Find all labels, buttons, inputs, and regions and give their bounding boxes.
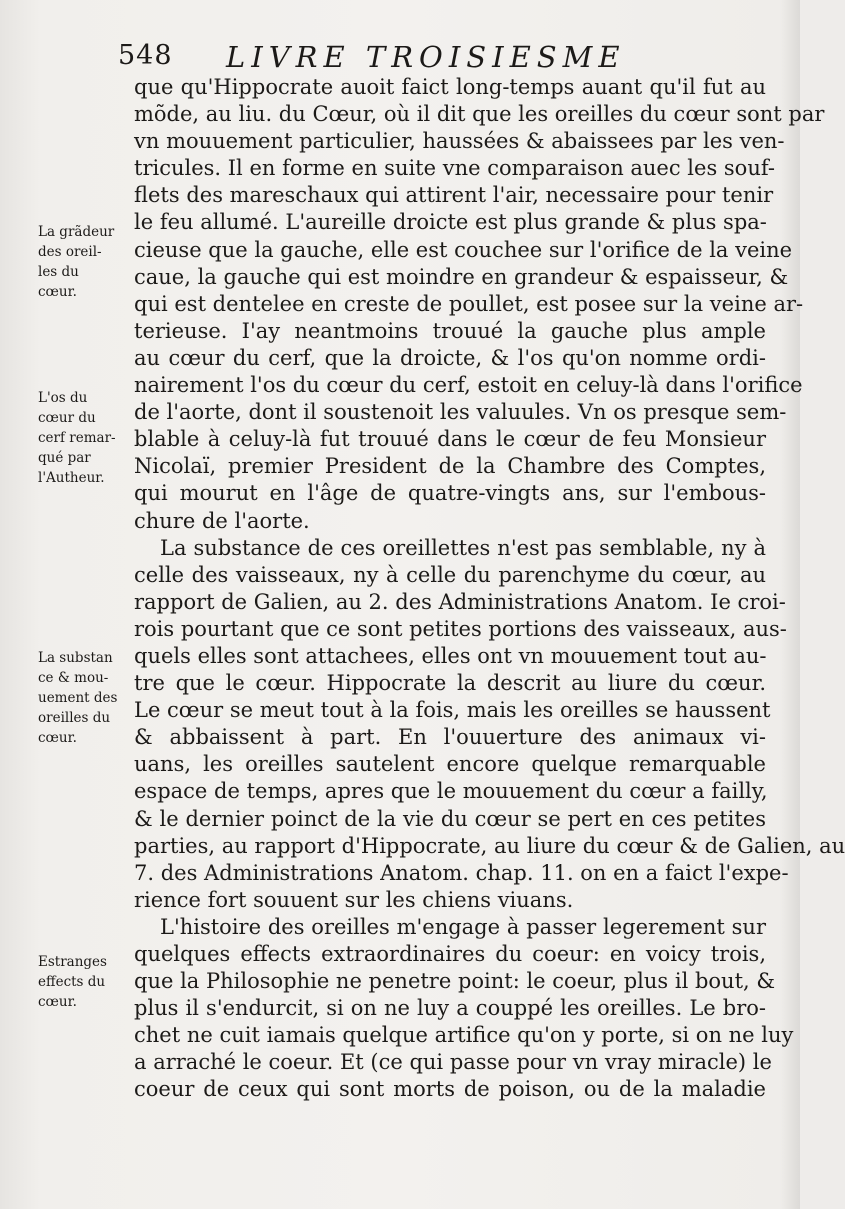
- margin-note-line: cœur.: [38, 284, 77, 300]
- margin-note-line: La grãdeur: [38, 224, 115, 240]
- margin-note-effects: [38, 952, 128, 1012]
- margin-note-substance: [38, 648, 128, 748]
- margin-note-line: oreilles du: [38, 710, 111, 726]
- text-line: que qu'Hippocrate auoit faict long-temps auant qu'il fut au: [134, 75, 766, 99]
- text-line: quelques effects extraordinaires du coeur: en voicy trois,: [134, 942, 766, 966]
- text-line: blable à celuy-là fut trouué dans le cœur de feu Monsieur: [134, 427, 766, 452]
- margin-note-line: uement des: [38, 690, 118, 706]
- margin-note-line: La substan: [38, 650, 113, 666]
- margin-note-line: Estranges: [38, 954, 107, 970]
- margin-note-line: des oreil-: [38, 244, 102, 260]
- text-line: qui est dentelee en creste de poullet, est posee sur la veine ar-: [134, 291, 804, 316]
- margin-note-line: les du: [38, 264, 79, 280]
- margin-note-line: cerf remar-: [38, 430, 116, 446]
- text-line: parties, au rapport d'Hippocrate, au liure du cœur & de Galien, au: [134, 833, 845, 858]
- text-line: au cœur du cerf, que la droicte, & l'os qu'on nomme ordi-: [134, 345, 766, 370]
- margin-note-line: l'Autheur.: [38, 470, 105, 486]
- text-line: plus il s'endurcit, si on ne luy a couppé les oreilles. Le bro-: [134, 996, 766, 1021]
- text-line: Le cœur se meut tout à la fois, mais les oreilles se haussent: [134, 698, 771, 723]
- text-line: cieuse que la gauche, elle est couchee sur l'orifice de la veine: [134, 237, 793, 262]
- page-number: 548: [118, 40, 173, 71]
- text-line: flets des mareschaux qui attirent l'air, necessaire pour tenir: [134, 183, 774, 208]
- text-line: rience fort souuent sur les chiens viuans.: [134, 887, 574, 912]
- text-line: rapport de Galien, au 2. des Administrations Anatom. Ie croi-: [134, 589, 786, 614]
- text-line: que la Philosophie ne penetre point: le coeur, plus il bout, &: [134, 969, 776, 994]
- text-line: quels elles sont attachees, elles ont vn mouuement tout au-: [134, 643, 767, 668]
- text-line: chet ne cuit iamais quelque artifice qu'on y porte, si on ne luy: [134, 1023, 794, 1048]
- margin-note-line: cœur.: [38, 994, 77, 1010]
- text-line: & abbaissent à part. En l'ouuerture des animaux vi-: [134, 725, 766, 750]
- text-line: Nicolaï, premier President de la Chambre des Comptes,: [134, 454, 766, 479]
- text-line: a arraché le coeur. Et (ce qui passe pour vn vray miracle) le: [134, 1050, 772, 1075]
- margin-note-line: cœur du: [38, 410, 96, 426]
- margin-note-line: ce & mou-: [38, 670, 109, 686]
- text-line: de l'aorte, dont il soustenoit les valuules. Vn os presque sem-: [134, 400, 787, 425]
- margin-note-line: effects du: [38, 974, 106, 990]
- margin-note-grandeur: [38, 222, 128, 302]
- running-title: LIVRE TROISIESME: [226, 40, 626, 74]
- text-line: mõde, au liu. du Cœur, où il dit que les oreilles du cœur sont par: [134, 102, 825, 127]
- margin-note-line: cœur.: [38, 730, 77, 746]
- text-line: le feu allumé. L'aureille droicte est plus grande & plus spa-: [134, 210, 767, 235]
- text-line: 7. des Administrations Anatom. chap. 11. on en a faict l'expe-: [134, 860, 789, 885]
- text-line: nairement l'os du cœur du cerf, estoit en celuy-là dans l'orifice: [134, 373, 803, 398]
- text-line: L'histoire des oreilles m'engage à passer legerement sur: [160, 914, 766, 939]
- text-line: celle des vaisseaux, ny à celle du parenchyme du cœur, au: [134, 562, 766, 587]
- text-line: tricules. Il en forme en suite vne comparaison auec les souf-: [134, 156, 775, 181]
- text-line: espace de temps, apres que le mouuement du cœur a failly,: [134, 779, 768, 804]
- text-line: rois pourtant que ce sont petites portions des vaisseaux, aus-: [134, 616, 787, 641]
- text-line: La substance de ces oreillettes n'est pas semblable, ny à: [160, 535, 766, 560]
- margin-note-line: qué par: [38, 450, 91, 466]
- text-line: caue, la gauche qui est moindre en grandeur & espaisseur, &: [134, 264, 789, 289]
- text-line: vn mouuement particulier, haussées & abaissees par les ven-: [134, 129, 785, 154]
- text-line: chure de l'aorte.: [134, 508, 310, 533]
- body-text: [134, 74, 845, 1104]
- text-line: uans, les oreilles sautelent encore quelque remarquable: [134, 752, 766, 777]
- text-line: terieuse. I'ay neantmoins trouué la gauche plus ample: [134, 318, 766, 343]
- text-line: & le dernier poinct de la vie du cœur se pert en ces petites: [134, 806, 766, 831]
- margin-note-os-du-coeur: [38, 388, 128, 488]
- text-line: tre que le cœur. Hippocrate la descrit au liure du cœur.: [134, 671, 766, 696]
- margin-note-line: L'os du: [38, 390, 88, 406]
- text-line: qui mourut en l'âge de quatre-vingts ans, sur l'embous-: [134, 481, 766, 506]
- text-line: coeur de ceux qui sont morts de poison, ou de la maladie: [134, 1077, 766, 1102]
